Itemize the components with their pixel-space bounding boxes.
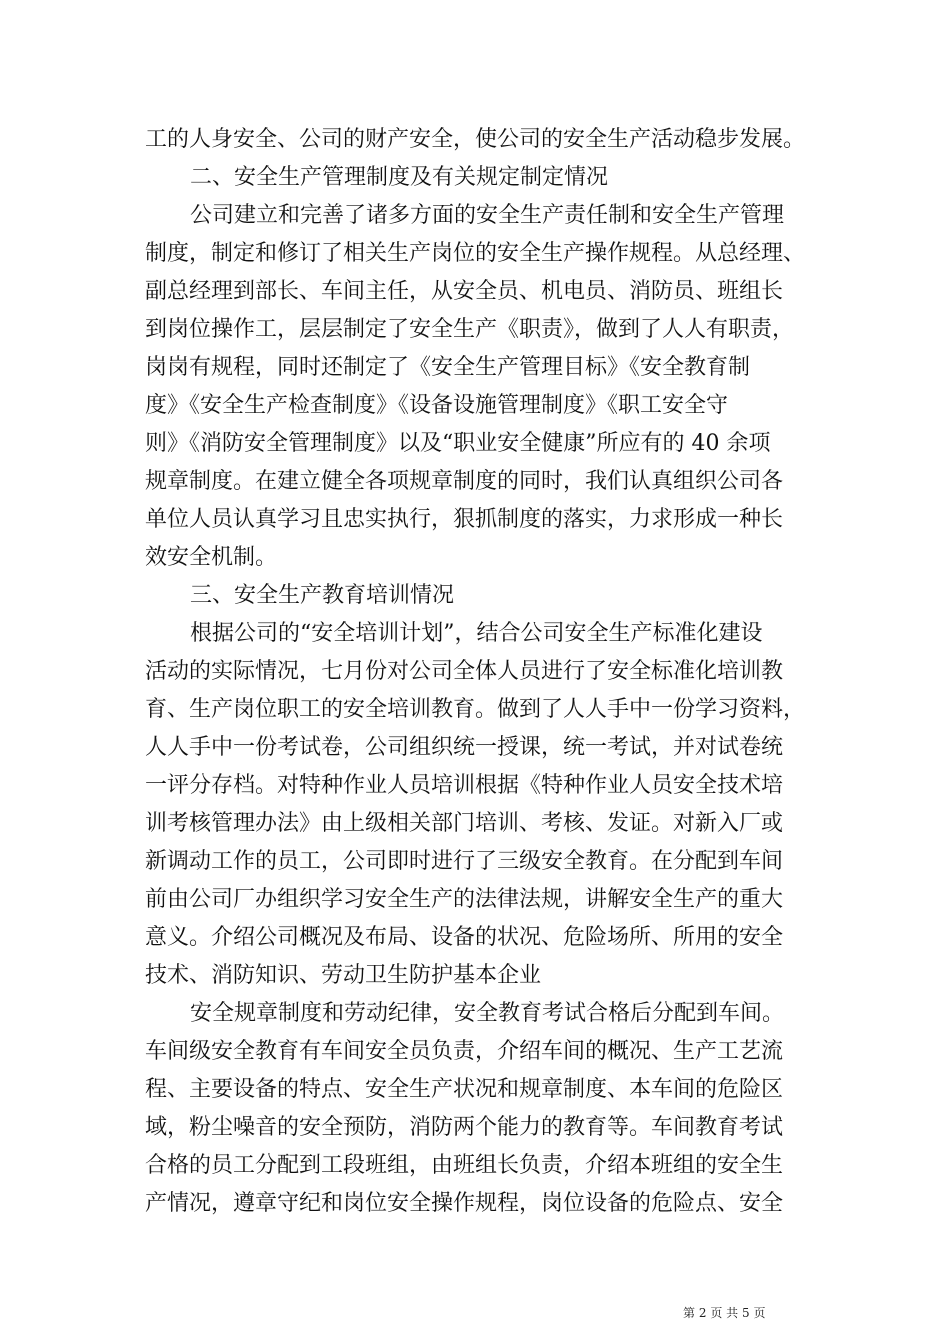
text-line-15: 活动的实际情况，七月份对公司全体人员进行了安全标准化培训教 bbox=[145, 659, 784, 684]
text-line-6: 到岗位操作工，层层制定了安全生产《职责》，做到了人人有职责， bbox=[145, 317, 795, 342]
text-line-27: 域，粉尘噪音的安全预防，消防两个能力的教育等。车间教育考试 bbox=[145, 1115, 784, 1140]
text-line-26: 程、主要设备的特点、安全生产状况和规章制度、本车间的危险区 bbox=[145, 1077, 784, 1102]
text-line-18: 一评分存档。对特种作业人员培训根据《特种作业人员安全技术培 bbox=[145, 773, 784, 798]
section-heading-3: 三、安全生产教育培训情况 bbox=[190, 583, 455, 608]
section-heading-2: 二、安全生产管理制度及有关规定制定情况 bbox=[190, 165, 609, 190]
text-line-4: 制度，制定和修订了相关生产岗位的安全生产操作规程。从总经理、 bbox=[145, 241, 806, 266]
text-line-23: 技术、消防知识、劳动卫生防护基本企业 bbox=[145, 963, 542, 988]
text-line-25: 车间级安全教育有车间安全员负责，介绍车间的概况、生产工艺流 bbox=[145, 1039, 784, 1064]
footer-prefix: 第 bbox=[683, 1306, 696, 1320]
text-line-7: 岗岗有规程，同时还制定了《安全生产管理目标》《安全教育制 bbox=[145, 355, 751, 380]
footer-suffix: 页 bbox=[753, 1306, 766, 1320]
text-line-20: 新调动工作的员工，公司即时进行了三级安全教育。在分配到车间 bbox=[145, 849, 784, 874]
text-line-24: 安全规章制度和劳动纪律，安全教育考试合格后分配到车间。 bbox=[190, 1001, 785, 1026]
text-line-21: 前由公司厂办组织学习安全生产的法律法规，讲解安全生产的重大 bbox=[145, 887, 784, 912]
page-number-footer bbox=[683, 1304, 765, 1322]
text-line-3: 公司建立和完善了诸多方面的安全生产责任制和安全生产管理 bbox=[190, 203, 785, 228]
text-line-17: 人人手中一份考试卷，公司组织统一授课，统一考试，并对试卷统 bbox=[145, 735, 784, 760]
text-line-8: 度》《安全生产检查制度》《设备设施管理制度》《职工安全守 bbox=[145, 393, 729, 418]
text-line-9: 则》《消防安全管理制度》以及“职业安全健康”所应有的 40 余项 bbox=[145, 431, 771, 456]
text-line-19: 训考核管理办法》由上级相关部门培训、考核、发证。对新入厂或 bbox=[145, 811, 784, 836]
text-line-11: 单位人员认真学习且忠实执行，狠抓制度的落实，力求形成一种长 bbox=[145, 507, 784, 532]
text-line-5: 副总经理到部长、车间主任，从安全员、机电员、消防员、班组长 bbox=[145, 279, 784, 304]
total-pages-number: 5 bbox=[741, 1306, 750, 1320]
text-line-14: 根据公司的“安全培训计划”，结合公司安全生产标准化建设 bbox=[190, 621, 763, 646]
text-line-1: 工的人身安全、公司的财产安全，使公司的安全生产活动稳步发展。 bbox=[145, 127, 806, 152]
text-line-22: 意义。介绍公司概况及布局、设备的状况、危险场所、所用的安全 bbox=[145, 925, 784, 950]
text-line-12: 效安全机制。 bbox=[145, 545, 278, 570]
current-page-number: 2 bbox=[698, 1306, 707, 1320]
text-line-28: 合格的员工分配到工段班组，由班组长负责，介绍本班组的安全生 bbox=[145, 1153, 784, 1178]
text-line-10: 规章制度。在建立健全各项规章制度的同时，我们认真组织公司各 bbox=[145, 469, 784, 494]
footer-mid: 页 共 bbox=[710, 1306, 739, 1320]
text-line-16: 育、生产岗位职工的安全培训教育。做到了人人手中一份学习资料， bbox=[145, 697, 806, 722]
text-line-29: 产情况，遵章守纪和岗位安全操作规程，岗位设备的危险点、安全 bbox=[145, 1191, 784, 1216]
